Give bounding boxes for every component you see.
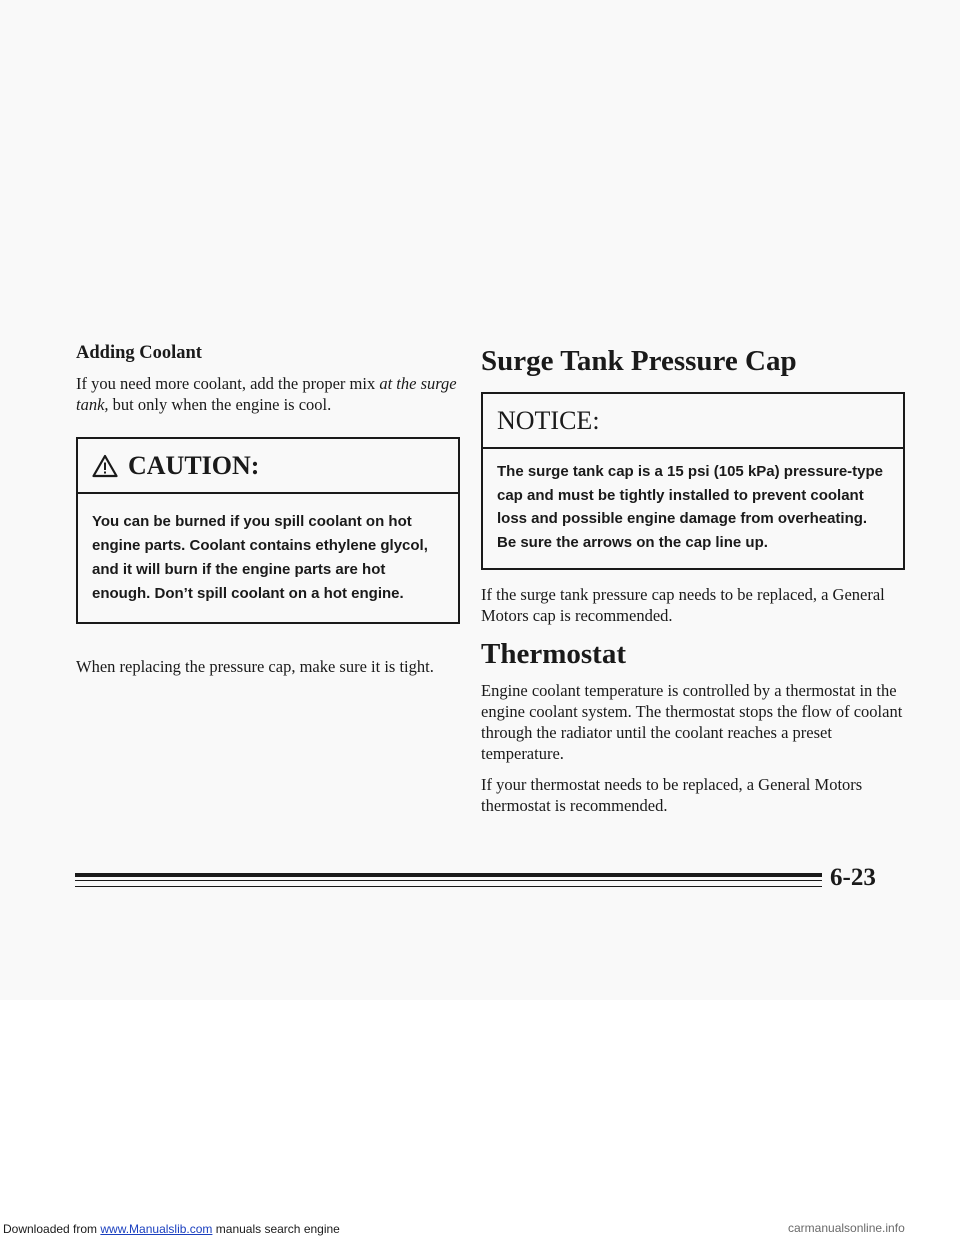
pressure-cap-tight-note: When replacing the pressure cap, make sure it is tight. xyxy=(76,657,434,676)
adding-coolant-intro: If you need more coolant, add the proper mix at the surge tank, but only when the engine is cool. xyxy=(76,374,457,414)
footer-rule-thick xyxy=(75,873,822,877)
thermostat-title: Thermostat xyxy=(481,638,626,670)
footer-rule-thin xyxy=(75,886,822,887)
caution-box xyxy=(76,437,460,624)
thermostat-paragraph-1: Engine coolant temperature is controlled by a thermostat in the engine coolant system. The thermostat stops the flow of coolant through the radiator until the coolant reaches a preset temperature. xyxy=(481,681,903,763)
caution-text: You can be burned if you spill coolant on hot engine parts. Coolant contains ethylene glycol, and it will burn if the engine parts are hot enough. Don’t spill coolant on a hot engine. xyxy=(92,513,428,602)
notice-text: The surge tank cap is a 15 psi (105 kPa) pressure-type cap and must be tightly installed to prevent coolant loss and possible engine damage from overheating. Be sure the arrows on the cap line up. xyxy=(497,463,884,551)
notice-title: NOTICE: xyxy=(497,405,600,435)
caution-header xyxy=(78,439,458,494)
surge-tank-title: Surge Tank Pressure Cap xyxy=(481,345,797,377)
thermostat-paragraph-2: If your thermostat needs to be replaced, a General Motors thermostat is recommended. xyxy=(481,775,863,815)
manualslib-link[interactable]: www.Manualslib.com xyxy=(100,1222,213,1236)
notice-header xyxy=(483,394,903,449)
right-column xyxy=(481,343,905,816)
cap-replacement-note: If the surge tank pressure cap needs to be replaced, a General Motors cap is recommended. xyxy=(481,585,885,625)
watermark-brand: carmanualsonline.info xyxy=(788,1221,905,1235)
page-number: 6-23 xyxy=(830,864,876,891)
left-column xyxy=(76,343,460,677)
download-footer: Downloaded from www.Manualslib.com manuals search engine xyxy=(3,1222,340,1236)
notice-box xyxy=(481,392,905,570)
warning-triangle-icon xyxy=(92,454,118,478)
footer-rule-thin xyxy=(75,880,822,881)
caution-title: CAUTION: xyxy=(128,450,260,480)
adding-coolant-heading: Adding Coolant xyxy=(76,343,202,363)
